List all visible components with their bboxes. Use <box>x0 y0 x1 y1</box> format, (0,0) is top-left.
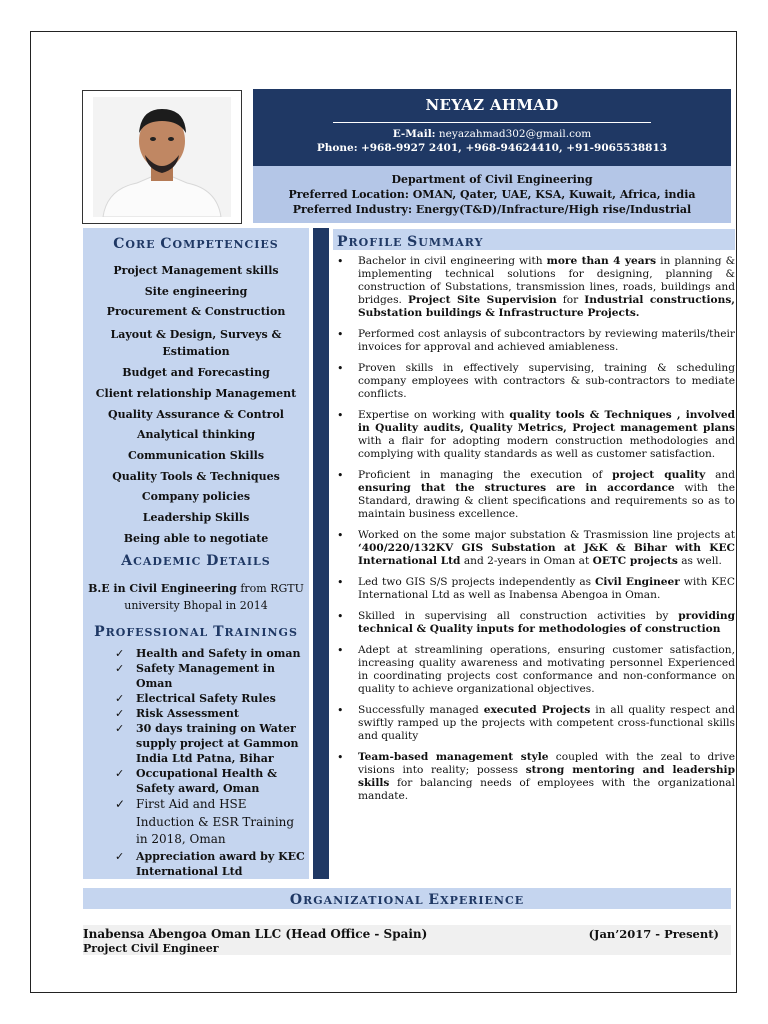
list-item: Analytical thinking <box>136 428 256 442</box>
bullet-icon: • <box>337 529 344 542</box>
email-line <box>253 127 731 141</box>
trainings-list <box>115 646 305 879</box>
academic-details-text <box>83 580 309 614</box>
professional-trainings-heading: PROFESSIONAL TRAININGS <box>94 624 298 640</box>
list-item: • Expertise on working with quality tools & Techniques , involved in Quality audits, Quality Metrics, Project management plans with a flair for adopting modern construction methodologies and complying with quality standards as well as customer satisfaction. <box>337 409 735 460</box>
list-item: ✓ Appreciation award by KEC International Ltd <box>115 849 305 878</box>
phone-line <box>253 141 731 155</box>
person-photo-icon <box>93 97 231 217</box>
bullet-icon: • <box>337 704 344 717</box>
phone-label: Phone: <box>316 142 358 154</box>
list-item: Procurement & Construction <box>106 305 286 319</box>
profile-photo <box>93 97 231 217</box>
candidate-name: NEYAZ AHMAD <box>425 96 559 114</box>
organizational-experience-heading: ORGANIZATIONAL EXPERIENCE <box>289 892 525 908</box>
department: Department of Civil Engineering <box>391 173 593 186</box>
core-competencies-list <box>83 261 309 549</box>
list-item: ✓ First Aid and HSE Induction & ESR Training in 2018, Oman <box>115 797 295 846</box>
email-address[interactable]: neyazahmad302@gmail.com <box>438 128 592 140</box>
list-item: • Performed cost anlaysis of subcontractors by reviewing materils/their invoices for approval and achieved amiableness. <box>337 328 735 353</box>
list-item: ✓ Health and Safety in oman <box>115 647 301 660</box>
list-item: • Bachelor in civil engineering with more than 4 years in planning & implementing technical solutions for designing, planning & construction of Substations, transmission lines, roads, buildings and bridges. Project Site Supervision for Industrial constructions, Substation buildings & Infrastructure Projects. <box>337 255 736 319</box>
checkmark-icon: ✓ <box>115 647 125 660</box>
job-title: Project Civil Engineer <box>83 942 219 955</box>
preferred-location: Preferred Location: OMAN, Qater, UAE, KSA, Kuwait, Africa, india <box>288 188 696 201</box>
bullet-icon: • <box>337 610 344 623</box>
list-item: • Proficient in managing the execution of project quality and ensuring that the structures are in accordance with the Standard, drawing & client specifications and requirements so as to maintain business excellence. <box>337 469 736 520</box>
core-competencies-heading: CORE COMPETENCIES <box>113 236 279 252</box>
list-item: ✓ Safety Management in Oman <box>115 662 275 690</box>
header-divider <box>333 122 651 123</box>
phone-numbers: +968-9927 2401, +968-94624410, +91-9065538813 <box>360 142 668 154</box>
list-item: Client relationship Management <box>95 386 297 400</box>
profile-summary-list <box>331 255 735 811</box>
bullet-icon: • <box>337 751 344 764</box>
list-item: Layout & Design, Surveys & Estimation <box>110 328 282 359</box>
bullet-icon: • <box>337 576 344 589</box>
list-item: ✓ Risk Assessment <box>115 707 239 720</box>
list-item: ✓ Occupational Health & Safety award, Oman <box>115 767 278 795</box>
degree: B.E in Civil Engineering <box>88 582 237 595</box>
list-item: Quality Tools & Techniques <box>112 469 280 483</box>
degree-institution: from RGTU university Bhopal in 2014 <box>124 582 304 612</box>
checkmark-icon: ✓ <box>115 849 125 863</box>
profile-summary-heading: PROFILE SUMMARY <box>337 234 484 250</box>
list-item: • Successfully managed executed Projects in all quality respect and swiftly ramped up the projects with competent cross-functional skills and quality <box>337 704 735 742</box>
list-item: Leadership Skills <box>142 511 250 525</box>
list-item: Project Management skills <box>113 264 279 277</box>
bullet-icon: • <box>337 362 344 375</box>
checkmark-icon: ✓ <box>115 722 125 735</box>
list-item: • Skilled in supervising all construction activities by providing technical & Quality inputs for methodologies of construction <box>337 610 735 635</box>
list-item: Site engineering <box>144 284 248 298</box>
employment-dates: (Jan’2017 - Present) <box>588 927 719 941</box>
list-item: • Adept at streamlining operations, ensuring customer satisfaction, increasing quality awareness and motivating personnel Experienced in coordinating projects cost conformance and non-conformance on quality to achieve organizational objectives. <box>337 644 735 695</box>
academic-details-heading: ACADEMIC DETAILS <box>121 553 271 569</box>
list-item: • Worked on the some major substation & Trasmission line projects at ‘400/220/132KV GIS Substation at J&K & Bihar with KEC International Ltd and 2-years in Oman at OETC projects as well. <box>337 529 735 567</box>
list-item: Budget and Forecasting <box>122 366 270 380</box>
profile-photo-frame <box>82 90 242 224</box>
checkmark-icon: ✓ <box>115 767 125 780</box>
experience-entry <box>83 925 731 955</box>
bullet-icon: • <box>337 255 344 268</box>
email-label: E-Mail: <box>392 128 436 140</box>
list-item: • Led two GIS S/S projects independently as Civil Engineer with KEC International Ltd as well as Inabensa Abengoa in Oman. <box>337 576 735 601</box>
list-item: ✓ 30 days training on Water supply project at Gammon India Ltd Patna, Bihar <box>115 722 299 765</box>
bullet-icon: • <box>337 409 344 422</box>
column-divider <box>313 228 329 879</box>
checkmark-icon: ✓ <box>115 707 125 720</box>
header-contact-block <box>253 89 731 166</box>
header-preferences-block <box>253 166 731 223</box>
list-item: • Proven skills in effectively supervising, training & scheduling company employees with contractors & sub-contractors to mediate conflicts. <box>337 362 735 400</box>
checkmark-icon: ✓ <box>115 662 125 675</box>
checkmark-icon: ✓ <box>115 797 126 811</box>
list-item: • Team-based management style coupled with the zeal to drive visions into reality; possess strong mentoring and leadership skills for balancing needs of employees with the organizational mandate. <box>337 751 735 802</box>
company-name: Inabensa Abengoa Oman LLC (Head Office - Spain) <box>83 927 428 941</box>
organizational-experience-bar <box>83 888 731 909</box>
list-item: Communication Skills <box>127 448 265 462</box>
list-item: Being able to negotiate <box>123 531 269 545</box>
bullet-icon: • <box>337 469 344 482</box>
checkmark-icon: ✓ <box>115 692 125 705</box>
list-item: Quality Assurance & Control <box>108 407 284 421</box>
list-item: Company policies <box>141 490 251 504</box>
bullet-icon: • <box>337 644 344 657</box>
preferred-industry: Preferred Industry: Energy(T&D)/Infracture/High rise/Industrial <box>292 203 692 216</box>
list-item: ✓ Electrical Safety Rules <box>115 692 276 705</box>
bullet-icon: • <box>337 328 344 341</box>
